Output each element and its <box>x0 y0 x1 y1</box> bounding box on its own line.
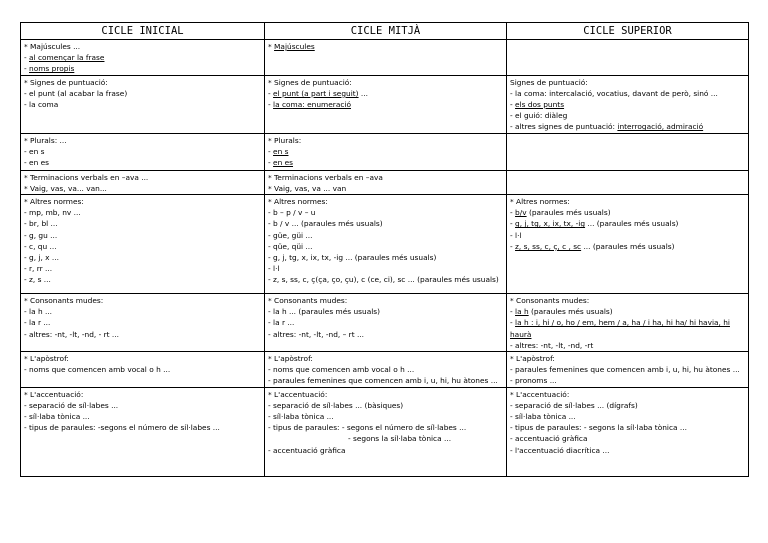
cell-line <box>510 241 745 252</box>
table-row <box>21 294 749 352</box>
cell-line: - paraules femenines que comencen amb i, u, hi, hu àtones ... <box>268 376 498 386</box>
cell-cicle-inicial <box>21 294 265 352</box>
cell-line <box>510 121 745 132</box>
cell-cicle-mitja <box>265 195 507 294</box>
underlined-text: els dos punts <box>515 100 565 110</box>
cell-line: - l'accentuació diacrítica ... <box>510 445 610 455</box>
cell-line <box>268 41 503 52</box>
cell-line: - noms que comencen amb vocal o h ... <box>268 365 415 375</box>
cell-cicle-mitja <box>265 170 507 194</box>
cell-line: - tipus de paraules: -segons el número de síl·labes ... <box>24 423 220 433</box>
cell-line: Signes de puntuació: <box>510 77 588 87</box>
cell-line: - c, qu ... <box>24 241 57 251</box>
cell-cicle-inicial <box>21 352 265 388</box>
cell-line: - síl·laba tònica ... <box>268 412 334 422</box>
underlined-text: en s <box>273 146 289 156</box>
cell-cicle-mitja <box>265 294 507 352</box>
cell-line <box>268 88 503 99</box>
cell-line <box>510 99 745 110</box>
cell-cicle-inicial <box>21 75 265 133</box>
cell-line <box>24 63 261 74</box>
cell-line: * Signes de puntuació: <box>24 77 108 87</box>
cell-line: - b / v ... (paraules més usuals) <box>268 219 383 229</box>
cell-line: - en s <box>24 146 45 156</box>
cell-line: - noms que comencen amb vocal o h ... <box>24 365 171 375</box>
text-span: - <box>268 88 274 98</box>
cell-line: - accentuació gràfica <box>268 445 346 455</box>
cell-line <box>510 317 745 339</box>
cell-line: - síl·laba tònica ... <box>510 412 576 422</box>
table-row <box>21 75 749 133</box>
header-cicle-inicial: CICLE INICIAL <box>21 23 265 40</box>
cell-line: * L'apòstrof: <box>510 354 555 364</box>
table-row <box>21 387 749 476</box>
cell-cicle-mitja <box>265 133 507 170</box>
text-span: - <box>510 241 516 251</box>
cell-line: - tipus de paraules: - segons el número de síl·labes ... <box>268 423 467 433</box>
cell-line: * Majúscules ... <box>24 42 81 51</box>
cell-line: * L'apòstrof: <box>24 354 69 364</box>
cell-line: - la coma: intercalació, vocatius, davant de però, sinó ... <box>510 88 718 98</box>
cell-line: * Consonants mudes: <box>24 296 104 306</box>
cell-line: - accentuació gràfica <box>510 434 588 444</box>
cell-line: - altres: -nt, -lt, -nd, – rt ... <box>268 329 364 339</box>
cell-line: * Vaig, vas, va... van... <box>24 183 107 193</box>
text-span: - <box>510 100 516 110</box>
text-span: - <box>24 64 30 74</box>
cell-line: - l·l <box>268 264 280 274</box>
text-span: (paraules més usuals) <box>526 208 611 218</box>
text-span: - <box>268 100 274 110</box>
cell-line: - altres: -nt, -lt, -nd, - rt ... <box>24 329 119 339</box>
cell-line <box>510 218 745 229</box>
underlined-text: la h : i, hi / o, ho / em, hem / a, ha / i ha, hi ha/ hi havia, hi haurà <box>510 318 730 339</box>
table-body <box>21 40 749 477</box>
cell-line: - l·l <box>510 230 522 240</box>
cell-cicle-superior <box>507 75 749 133</box>
cell-line: - br, bl ... <box>24 219 58 229</box>
cell-line: - la r ... <box>24 318 51 328</box>
cell-line: - g, j, x ... <box>24 253 59 263</box>
table-row <box>21 195 749 294</box>
text-span: - <box>268 146 274 156</box>
cell-line: * Vaig, vas, va ... van <box>268 183 347 193</box>
cell-line: * Altres normes: <box>24 197 84 207</box>
cell-line: - b – p / v – u <box>268 208 316 218</box>
cell-line: - altres: -nt, -lt, -nd, -rt <box>510 340 594 350</box>
underlined-text: el punt (a part i seguit) <box>273 88 359 98</box>
cell-cicle-superior <box>507 170 749 194</box>
cell-line: - segons la síl·laba tònica ... <box>348 434 452 444</box>
cell-line: - el punt (al acabar la frase) <box>24 88 128 98</box>
cell-line: - g, j, tg, x, ix, tx, -ig ... (paraules més usuals) <box>268 253 437 263</box>
cell-line: - z, s ... <box>24 275 51 285</box>
text-span: - <box>268 158 274 168</box>
cell-cicle-superior <box>507 40 749 76</box>
header-cicle-superior: CICLE SUPERIOR <box>507 23 749 40</box>
text-span: ... (paraules més usuals) <box>581 241 675 251</box>
curriculum-table <box>20 22 749 477</box>
cell-line: * L'accentuació: <box>268 389 328 399</box>
table-row <box>21 352 749 388</box>
underlined-text: en es <box>273 158 294 168</box>
underlined-text: g, j, tg, x, ix, tx, -ig <box>515 219 586 229</box>
table-row <box>21 133 749 170</box>
text-span: - <box>24 53 30 63</box>
cell-line: - g, gu ... <box>24 230 58 240</box>
header-cicle-mitja: CICLE MITJÀ <box>265 23 507 40</box>
cell-line: * L'apòstrof: <box>268 354 313 364</box>
cell-cicle-superior <box>507 133 749 170</box>
text-span: - <box>510 318 516 328</box>
cell-line: - el guió: diàleg <box>510 111 568 121</box>
cell-line: * Terminacions verbals en –ava ... <box>24 172 149 182</box>
cell-line: - z, s, ss, c, ç(ça, ço, çu), c (ce, ci), sc ... (paraules més usuals) <box>268 275 499 285</box>
cell-cicle-mitja <box>265 40 507 76</box>
cell-cicle-inicial <box>21 40 265 76</box>
cell-cicle-inicial <box>21 387 265 476</box>
header-row <box>21 23 749 40</box>
cell-line: * Altres normes: <box>268 197 328 207</box>
cell-line: * L'accentuació: <box>24 389 84 399</box>
cell-cicle-superior <box>507 294 749 352</box>
cell-line: * Consonants mudes: <box>510 296 590 306</box>
cell-line: * L'accentuació: <box>510 389 570 399</box>
cell-cicle-mitja <box>265 352 507 388</box>
cell-line: - en es <box>24 158 49 168</box>
cell-line: * Plurals: <box>268 135 302 145</box>
text-span: - <box>510 219 516 229</box>
text-span: - <box>510 307 516 317</box>
cell-cicle-superior <box>507 195 749 294</box>
cell-cicle-superior <box>507 387 749 476</box>
cell-line: - separació de síl·labes ... <box>24 400 119 410</box>
cell-line: * Plurals: ... <box>24 135 67 145</box>
underlined-text: z, s, ss, c, ç, c , sc <box>515 241 582 251</box>
underlined-text: la h <box>515 307 529 317</box>
underlined-text: la coma: enumeració <box>273 100 351 110</box>
cell-line: * Signes de puntuació: <box>268 77 352 87</box>
cell-cicle-inicial <box>21 195 265 294</box>
cell-line <box>510 207 745 218</box>
table-row <box>21 40 749 76</box>
underlined-text: al començar la frase <box>29 53 105 63</box>
cell-line <box>268 157 503 168</box>
cell-line: - paraules femenines que comencen amb i, u, hi, hu àtones ... <box>510 365 740 375</box>
text-span: (paraules més usuals) <box>528 307 613 317</box>
cell-line: - r, rr ... <box>24 264 53 274</box>
cell-line: - tipus de paraules: - segons la síl·laba tònica ... <box>510 423 687 433</box>
text-span: * <box>268 42 275 51</box>
cell-line: - qüe, qüi ... <box>268 241 313 251</box>
cell-line: * Consonants mudes: <box>268 296 348 306</box>
cell-cicle-inicial <box>21 170 265 194</box>
underlined-text: b/v <box>515 208 527 218</box>
underlined-text: interrogació, admiració <box>617 122 704 132</box>
cell-cicle-mitja <box>265 387 507 476</box>
cell-line <box>510 306 745 317</box>
cell-cicle-inicial <box>21 133 265 170</box>
text-span: - <box>510 208 516 218</box>
cell-line: - la h ... <box>24 307 53 317</box>
cell-line: * Terminacions verbals en –ava <box>268 172 383 182</box>
cell-line: - la r ... <box>268 318 295 328</box>
cell-line <box>24 52 261 63</box>
cell-cicle-superior <box>507 352 749 388</box>
table-row <box>21 170 749 194</box>
cell-line: - la coma <box>24 100 59 110</box>
cell-line: - pronoms ... <box>510 376 557 386</box>
cell-line: * Altres normes: <box>510 197 570 207</box>
cell-line: - síl·laba tònica ... <box>24 412 90 422</box>
cell-line: - separació de síl·labes ... (dígrafs) <box>510 400 638 410</box>
underlined-text: Majúscules <box>274 42 315 51</box>
cell-line <box>268 99 503 110</box>
cell-cicle-mitja <box>265 75 507 133</box>
text-span: - altres signes de puntuació: <box>510 122 618 132</box>
cell-line <box>268 146 503 157</box>
cell-line: - güe, güi ... <box>268 230 313 240</box>
text-span: ... (paraules més usuals) <box>585 219 679 229</box>
cell-line: - la h ... (paraules més usuals) <box>268 307 381 317</box>
cell-line: - mp, mb, nv ... <box>24 208 81 218</box>
text-span: ... <box>358 88 368 98</box>
underlined-text: noms propis <box>29 64 75 74</box>
cell-line: - separació de síl·labes ... (bàsiques) <box>268 400 404 410</box>
